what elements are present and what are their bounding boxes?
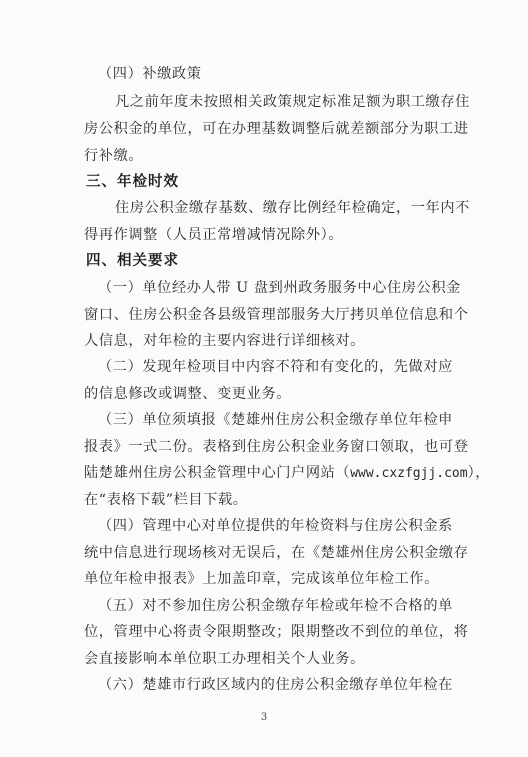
section-heading-inspection-validity: 三、年检时效 — [86, 174, 179, 190]
website-url: www.cxzfgjj.com — [350, 466, 468, 481]
paragraph-line: （三）单位须填报《楚雄州住房公积金缴存单位年检申 — [98, 412, 453, 428]
paragraph-line: 行补缴。 — [84, 148, 144, 164]
paragraph-line: 得再作调整（人员正常增减情况除外）。 — [84, 227, 344, 243]
paragraph-line: 在“表格下载”栏目下载。 — [84, 492, 248, 508]
paragraph-line-with-website — [84, 463, 528, 484]
paragraph-line: （二）发现年检项目中内容不符和有变化的，先做对应 — [98, 359, 453, 375]
paragraph-line: 的信息修改或调整、变更业务。 — [84, 386, 292, 402]
paragraph-line: 报表》一式二份。表格到住房公积金业务窗口领取，也可登 — [84, 439, 469, 455]
paragraph-line: 会直接影响本单位职工办理相关个人业务。 — [84, 651, 365, 667]
paragraph-line: 凡之前年度未按照相关政策规定标准足额为职工缴存住 — [115, 94, 470, 110]
page-number: 3 — [260, 712, 268, 723]
paragraph-line: 单位年检申报表》上加盖印章，完成该单位年检工作。 — [84, 571, 439, 587]
paragraph-text: ）， — [467, 465, 491, 481]
paragraph-text: 陆楚雄州住房公积金管理中心门户网站（ — [84, 465, 351, 481]
paragraph-line: 窗口、住房公积金各县级管理部服务大厅拷贝单位信息和个 — [84, 307, 469, 323]
paragraph-line: 住房公积金缴存基数、缴存比例经年检确定，一年内不 — [115, 200, 470, 216]
subsection-heading-supplementary-payment: （四）补缴政策 — [98, 66, 202, 82]
paragraph-line: （四）管理中心对单位提供的年检资料与住房公积金系 — [98, 518, 453, 534]
section-heading-requirements: 四、相关要求 — [86, 253, 179, 269]
paragraph-line: 统中信息进行现场核对无误后，在《楚雄州住房公积金缴存 — [84, 545, 469, 561]
paragraph-line: 位，管理中心将责令限期整改；限期整改不到位的单位，将 — [84, 624, 469, 640]
paragraph-line: （五）对不参加住房公积金缴存年检或年检不合格的单 — [98, 598, 453, 614]
paragraph-line: 房公积金的单位，可在办理基数调整后就差额部分为职工进 — [84, 121, 469, 137]
paragraph-line: （一）单位经办人带 U 盘到州政务服务中心住房公积金 — [98, 280, 461, 296]
paragraph-line: 人信息，对年检的主要内容进行详细核对。 — [84, 333, 365, 349]
paragraph-line: （六）楚雄市行政区域内的住房公积金缴存单位年检在 — [98, 677, 453, 693]
